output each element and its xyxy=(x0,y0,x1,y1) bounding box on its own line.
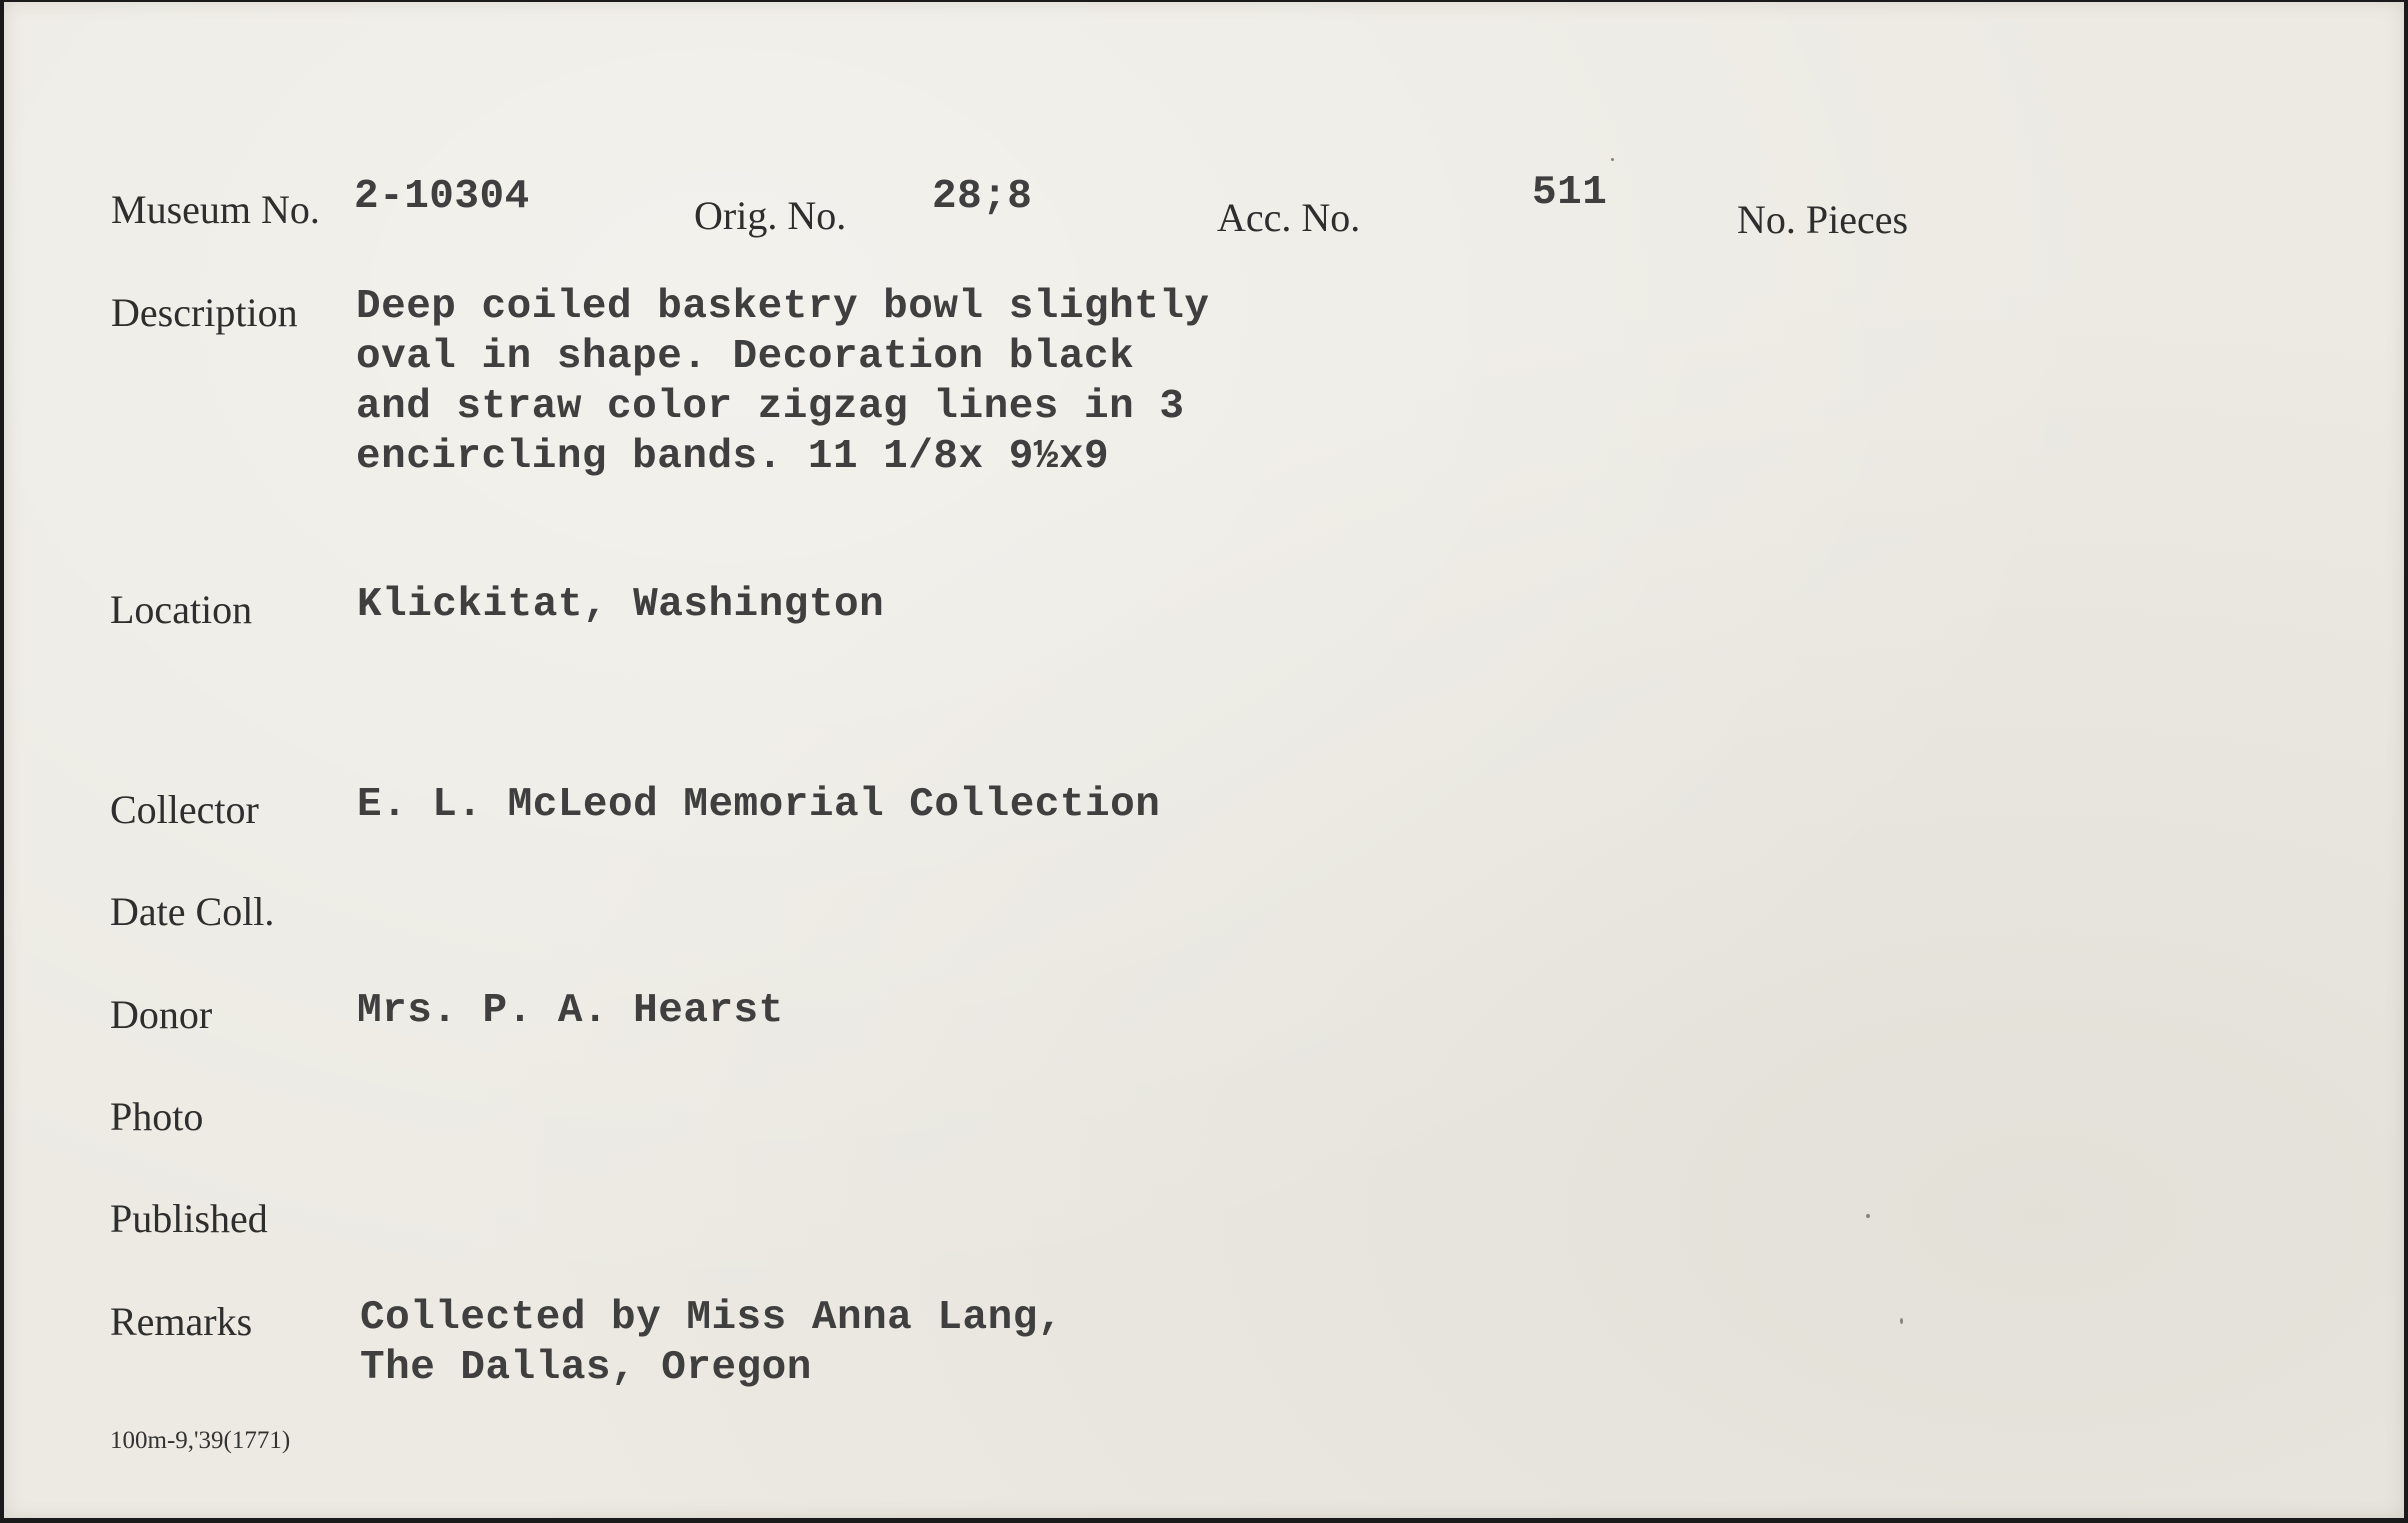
photo-label: Photo xyxy=(110,1094,204,1139)
no-pieces-label: No. Pieces xyxy=(1737,197,1909,242)
published-label: Published xyxy=(110,1196,268,1241)
description-line: and straw color zigzag lines in 3 xyxy=(356,384,1185,430)
museum-no-value: 2-10304 xyxy=(354,174,530,220)
donor-label: Donor xyxy=(110,992,213,1037)
remarks-line: The Dallas, Oregon xyxy=(360,1345,812,1391)
collector-label: Collector xyxy=(110,787,259,832)
date-coll-label: Date Coll. xyxy=(110,889,275,934)
acc-no-value: 511 xyxy=(1532,170,1608,216)
remarks-line: Collected by Miss Anna Lang, xyxy=(360,1295,1063,1341)
location-label: Location xyxy=(110,587,253,632)
donor-value: Mrs. P. A. Hearst xyxy=(357,988,784,1034)
description-text xyxy=(356,282,1210,482)
collector-value: E. L. McLeod Memorial Collection xyxy=(357,782,1161,828)
paper-speck xyxy=(1866,1214,1870,1218)
location-value: Klickitat, Washington xyxy=(357,582,885,628)
acc-no-label: Acc. No. xyxy=(1217,195,1361,240)
orig-no-value: 28;8 xyxy=(932,174,1033,220)
description-line: oval in shape. Decoration black xyxy=(356,334,1135,380)
remarks-text xyxy=(360,1293,1063,1393)
paper-speck xyxy=(1900,1318,1903,1324)
museum-no-label: Museum No. xyxy=(111,187,320,232)
catalog-card xyxy=(4,2,2404,1518)
paper-speck xyxy=(1611,158,1614,161)
description-line: encircling bands. 11 1/8x 9½x9 xyxy=(356,434,1110,480)
orig-no-label: Orig. No. xyxy=(694,193,847,238)
description-label: Description xyxy=(111,290,298,335)
description-line: Deep coiled basketry bowl slightly xyxy=(356,284,1210,330)
form-code: 100m-9,'39(1771) xyxy=(110,1427,291,1454)
remarks-label: Remarks xyxy=(110,1299,253,1344)
